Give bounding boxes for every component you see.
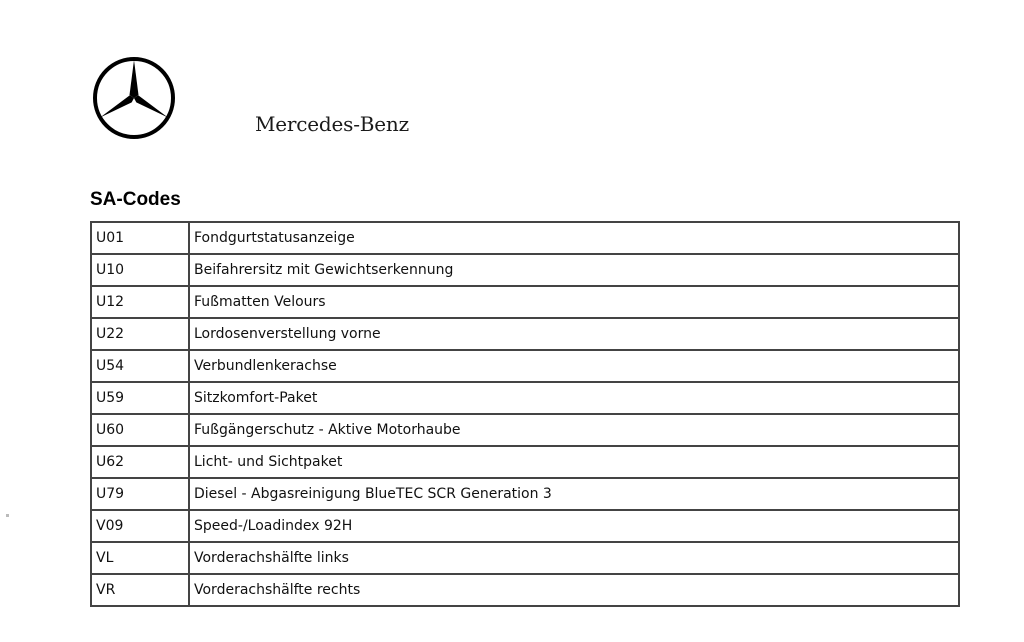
sa-description-cell: Vorderachshälfte rechts	[189, 574, 959, 606]
sa-code-cell: U59	[91, 382, 189, 414]
sa-description-cell: Fußgängerschutz - Aktive Motorhaube	[189, 414, 959, 446]
mercedes-star-icon	[92, 56, 176, 140]
sa-description-cell: Fußmatten Velours	[189, 286, 959, 318]
sa-code-cell: U60	[91, 414, 189, 446]
sa-code-cell: U01	[91, 222, 189, 254]
sa-codes-table	[90, 221, 960, 607]
sa-code-cell: V09	[91, 510, 189, 542]
sa-code-cell: U79	[91, 478, 189, 510]
table-row	[91, 254, 959, 286]
sa-description-cell: Lordosenverstellung vorne	[189, 318, 959, 350]
sa-codes-table-body	[91, 222, 959, 606]
sa-code-cell: VL	[91, 542, 189, 574]
table-row	[91, 222, 959, 254]
section-title: SA-Codes	[90, 189, 181, 210]
brand-name: Mercedes-Benz	[255, 112, 409, 136]
table-row	[91, 318, 959, 350]
decorative-dot	[6, 514, 9, 517]
sa-description-cell: Fondgurtstatusanzeige	[189, 222, 959, 254]
sa-description-cell: Diesel - Abgasreinigung BlueTEC SCR Generation 3	[189, 478, 959, 510]
sa-description-cell: Licht- und Sichtpaket	[189, 446, 959, 478]
table-row	[91, 478, 959, 510]
sa-code-cell: U10	[91, 254, 189, 286]
sa-code-cell: U22	[91, 318, 189, 350]
sa-code-cell: U54	[91, 350, 189, 382]
table-row	[91, 510, 959, 542]
table-row	[91, 350, 959, 382]
sa-description-cell: Sitzkomfort-Paket	[189, 382, 959, 414]
sa-description-cell: Beifahrersitz mit Gewichtserkennung	[189, 254, 959, 286]
table-row	[91, 446, 959, 478]
table-row	[91, 414, 959, 446]
sa-code-cell: U12	[91, 286, 189, 318]
table-row	[91, 286, 959, 318]
table-row	[91, 382, 959, 414]
sa-description-cell: Vorderachshälfte links	[189, 542, 959, 574]
sa-description-cell: Speed-/Loadindex 92H	[189, 510, 959, 542]
sa-code-cell: VR	[91, 574, 189, 606]
sa-code-cell: U62	[91, 446, 189, 478]
sa-description-cell: Verbundlenkerachse	[189, 350, 959, 382]
table-row	[91, 542, 959, 574]
table-row	[91, 574, 959, 606]
